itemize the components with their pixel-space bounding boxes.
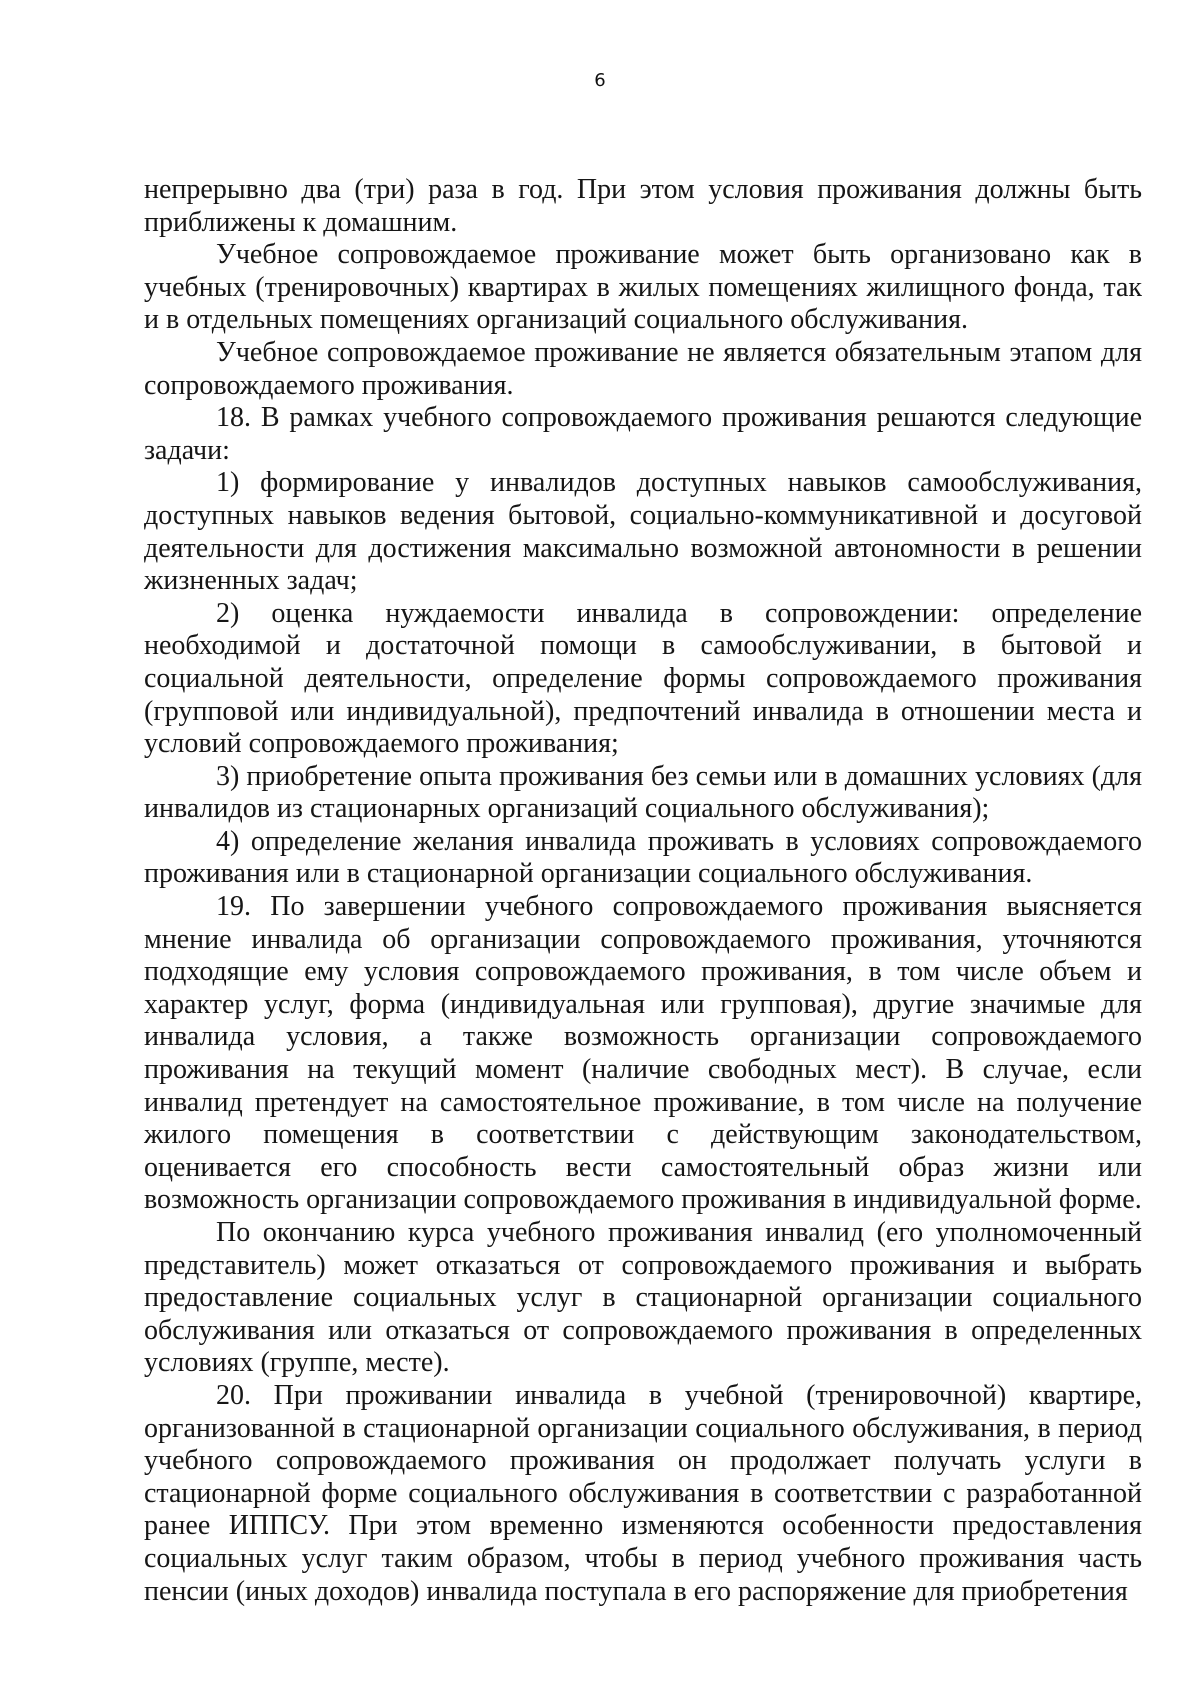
list-item-3: 3) приобретение опыта проживания без семьи или в домашних условиях (для инвалидов из стационарных организаций социального обслуживания); [144,760,1142,825]
page-number: 6 [594,70,606,91]
list-item-4: 4) определение желания инвалида проживать в условиях сопровождаемого проживания или в стационарной организации социального обслуживания. [144,825,1142,890]
paragraph: Учебное сопровождаемое проживание не является обязательным этапом для сопровождаемого проживания. [144,336,1142,401]
document-body [144,174,1142,1608]
paragraph: Учебное сопровождаемое проживание может быть организовано как в учебных (тренировочных) квартирах в жилых помещениях жилищного фонда, так и в отдельных помещениях организаций социального обслуживания. [144,239,1142,336]
paragraph-item-20: 20. При проживании инвалида в учебной (тренировочной) квартире, организованной в стационарной организации социального обслуживания, в период учебного сопровождаемого проживания он продолжает получать услуги в стационарной форме социального обслуживания в соответствии с разработанной ранее ИППСУ. При этом временно изменяются особенности предоставления социальных услуг таким образом, чтобы в период учебного проживания часть пенсии (иных доходов) инвалида поступала в его распоряжение для приобретения [144,1379,1142,1607]
list-item-1: 1) формирование у инвалидов доступных навыков самообслуживания, доступных навыков ведения бытовой, социально-коммуникативной и досуговой деятельности для достижения максимально возможной автономности в решении жизненных задач; [144,467,1142,597]
paragraph-item-19: 19. По завершении учебного сопровождаемого проживания выясняется мнение инвалида об организации сопровождаемого проживания, уточняются подходящие ему условия сопровождаемого проживания, в том числе объем и характер услуг, форма (индивидуальная или групповая), другие значимые для инвалида условия, а также возможность организации сопровождаемого проживания на текущий момент (наличие свободных мест). В случае, если инвалид претендует на самостоятельное проживание, в том числе на получение жилого помещения в соответствии с действующим законодательством, оценивается его способность вести самостоятельный образ жизни или возможность организации сопровождаемого проживания в индивидуальной форме. [144,891,1142,1216]
paragraph-continued: непрерывно два (три) раза в год. При этом условия проживания должны быть приближены к домашним. [144,174,1142,238]
paragraph-item-18: 18. В рамках учебного сопровождаемого проживания решаются следующие задачи: [144,402,1142,466]
list-item-2: 2) оценка нуждаемости инвалида в сопровождении: определение необходимой и достаточной помощи в самообслуживании, в бытовой и социальной деятельности, определение формы сопровождаемого проживания (групповой или индивидуальной), предпочтений инвалида в отношении места и условий сопровождаемого проживания; [144,597,1142,760]
paragraph: По окончанию курса учебного проживания инвалид (его уполномоченный представитель) может отказаться от сопровождаемого проживания и выбрать предоставление социальных услуг в стационарной организации социального обслуживания или отказаться от сопровождаемого проживания в определенных условиях (группе, месте). [144,1217,1142,1379]
